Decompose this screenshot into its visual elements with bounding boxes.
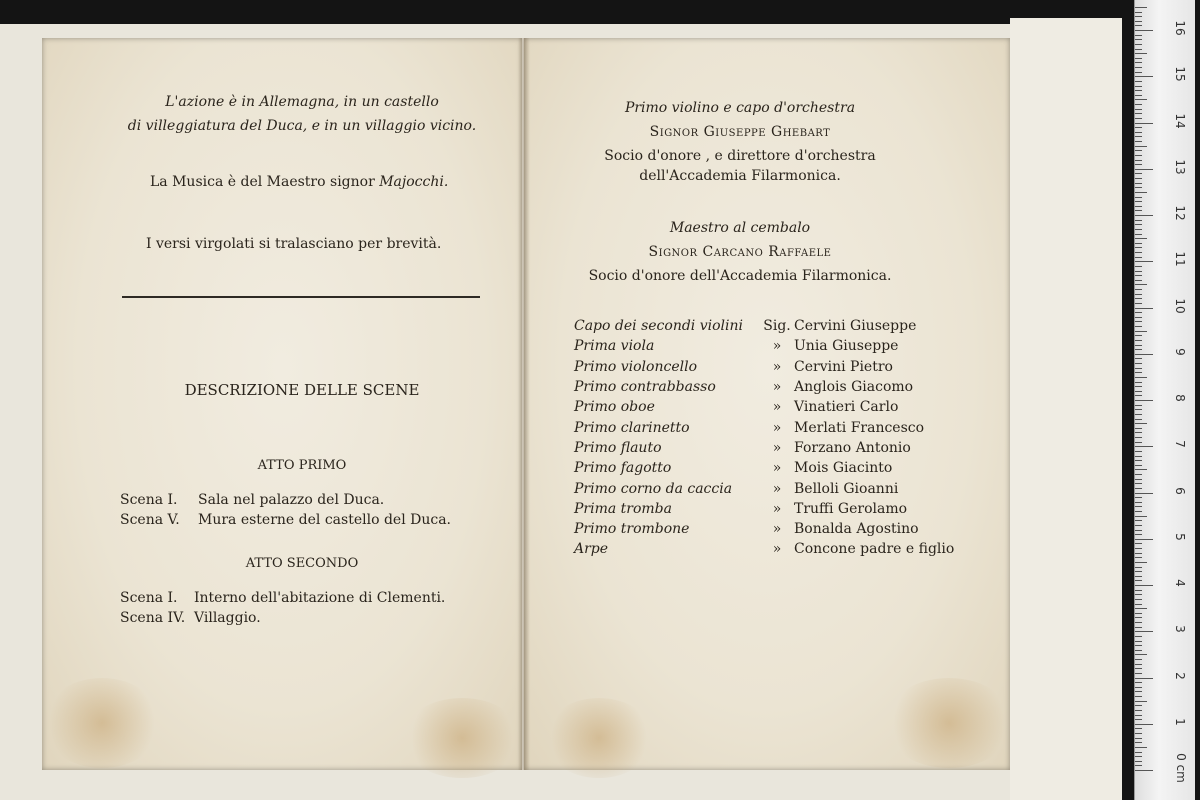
ruler-tick [1135, 414, 1142, 415]
ruler-tick [1135, 44, 1142, 45]
ruler-tick [1135, 668, 1142, 669]
ruler-tick [1135, 16, 1142, 17]
ruler-tick [1135, 35, 1142, 36]
left-page [42, 38, 522, 770]
honorific-mark: » [772, 480, 782, 497]
measuring-ruler [1134, 0, 1195, 800]
ruler-tick [1135, 72, 1142, 73]
instrument-role: Primo fagotto [574, 460, 672, 477]
ruler-tick [1135, 437, 1142, 438]
instrument-role: Primo oboe [574, 399, 655, 416]
ruler-number: 2 [1173, 671, 1187, 680]
ruler-tick [1135, 257, 1142, 258]
music-prefix: La Musica è del Maestro signor [150, 174, 380, 190]
ruler-tick [1135, 90, 1142, 91]
ruler-tick [1135, 183, 1142, 184]
ruler-tick [1135, 104, 1142, 105]
musician-name: Concone padre e figlio [794, 541, 955, 558]
ruler-tick [1135, 118, 1142, 119]
ruler-tick [1135, 474, 1142, 475]
ruler-tick [1135, 123, 1153, 124]
ruler-number: 6 [1173, 486, 1187, 495]
table-row [574, 539, 954, 559]
musician-name: Bonalda Agostino [794, 521, 919, 538]
ruler-tick [1135, 567, 1142, 568]
foxing-stain [884, 678, 1014, 768]
ruler-tick [1135, 146, 1147, 147]
ruler-tick [1135, 719, 1142, 720]
ruler-tick [1135, 599, 1142, 600]
ruler-tick [1135, 469, 1147, 470]
ruler-tick [1135, 576, 1142, 577]
ruler-tick [1135, 562, 1147, 563]
ruler-tick [1135, 308, 1153, 309]
ruler-tick [1135, 654, 1147, 655]
ruler-tick [1135, 664, 1142, 665]
ruler-tick [1135, 58, 1142, 59]
ruler-number: 5 [1173, 532, 1187, 541]
instrument-role: Prima viola [574, 338, 655, 355]
scene-description: Interno dell'abitazione di Clementi. [194, 590, 446, 606]
instrument-role: Prima tromba [574, 500, 672, 517]
ruler-tick [1135, 391, 1142, 392]
ruler-tick [1135, 770, 1153, 771]
ruler-tick [1135, 49, 1142, 50]
ruler-tick [1135, 340, 1142, 341]
setting-line-2: di villeggiatura del Duca, e in un villaggio vicino. [127, 118, 477, 134]
ruler-tick [1135, 479, 1142, 480]
book-gutter [518, 38, 530, 770]
ruler-tick [1135, 525, 1142, 526]
table-row [574, 438, 954, 458]
table-row [574, 357, 954, 377]
honorific-mark: » [772, 521, 782, 538]
ruler-tick [1135, 173, 1142, 174]
ruler-tick [1135, 25, 1142, 26]
ruler-tick [1135, 502, 1142, 503]
ruler-tick [1135, 377, 1147, 378]
ruler-tick [1135, 113, 1142, 114]
ruler-number: 0 cm [1174, 753, 1188, 783]
ruler-tick [1135, 733, 1142, 734]
ruler-tick [1135, 197, 1142, 198]
setting-line-1: L'azione è in Allemagna, in un castello [165, 94, 439, 110]
scenes-heading: DESCRIZIONE DELLE SCENE [184, 381, 420, 399]
first-violin-description: dell'Accademia Filarmonica. [639, 168, 841, 184]
ruler-tick [1135, 164, 1142, 165]
ruler-tick [1135, 400, 1153, 401]
table-row [574, 336, 954, 356]
first-violin-description: Socio d'onore , e direttore d'orchestra [604, 148, 876, 164]
scene-description: Mura esterne del castello del Duca. [198, 512, 452, 528]
ruler-tick [1135, 345, 1142, 346]
ruler-tick [1135, 548, 1142, 549]
table-row [574, 499, 954, 519]
ruler-tick [1135, 451, 1142, 452]
instrument-role: Primo contrabbasso [574, 379, 716, 396]
ruler-tick [1135, 76, 1153, 77]
ruler-tick [1135, 150, 1142, 151]
ruler-number: 9 [1173, 347, 1187, 356]
ruler-tick [1135, 747, 1147, 748]
ruler-tick [1135, 696, 1142, 697]
ruler-tick [1135, 617, 1142, 618]
ruler-number: 12 [1173, 205, 1187, 221]
foxing-stain [544, 698, 654, 778]
ruler-tick [1135, 215, 1153, 216]
cembalo-role: Maestro al cembalo [669, 220, 811, 236]
ruler-tick [1135, 141, 1142, 142]
honorific-mark: Sig. [763, 318, 791, 335]
ruler-tick [1135, 136, 1142, 137]
ruler-tick [1135, 687, 1142, 688]
ruler-tick [1135, 275, 1142, 276]
ruler-tick [1135, 243, 1142, 244]
ruler-tick [1135, 488, 1142, 489]
ruler-tick [1135, 280, 1142, 281]
ruler-tick [1135, 465, 1142, 466]
ruler-tick [1135, 99, 1147, 100]
ruler-tick [1135, 160, 1142, 161]
ruler-number: 13 [1173, 159, 1187, 175]
ruler-tick [1135, 238, 1147, 239]
ruler-tick [1135, 317, 1142, 318]
ruler-tick [1135, 682, 1142, 683]
ruler-tick [1135, 432, 1142, 433]
ruler-tick [1135, 210, 1142, 211]
ruler-tick [1135, 701, 1147, 702]
ruler-tick [1135, 261, 1153, 262]
ruler-tick [1135, 201, 1142, 202]
honorific-mark: » [772, 439, 782, 456]
table-row [574, 519, 954, 539]
table-row [574, 377, 954, 397]
ruler-tick [1135, 641, 1142, 642]
ruler-tick [1135, 326, 1142, 327]
ruler-tick [1135, 178, 1142, 179]
ruler-tick [1135, 169, 1153, 170]
musician-name: Mois Giacinto [794, 460, 893, 477]
foxing-stain [402, 698, 522, 778]
ruler-tick [1135, 756, 1142, 757]
ruler-tick [1135, 765, 1142, 766]
ruler-tick [1135, 382, 1142, 383]
ruler-tick [1135, 511, 1142, 512]
musician-name: Belloli Gioanni [794, 480, 899, 497]
ruler-tick [1135, 187, 1142, 188]
honorific-mark: » [772, 460, 782, 477]
ruler-tick [1135, 534, 1142, 535]
instrument-role: Arpe [574, 541, 609, 558]
honorific-mark: » [772, 379, 782, 396]
ruler-tick [1135, 585, 1153, 586]
ruler-tick [1135, 659, 1142, 660]
ruler-number: 11 [1173, 251, 1187, 267]
ruler-number: 1 [1173, 717, 1187, 726]
ruler-tick [1135, 7, 1147, 8]
ruler-tick [1135, 645, 1142, 646]
ruler-tick [1135, 363, 1142, 364]
ruler-tick [1135, 691, 1142, 692]
instrument-role: Primo clarinetto [574, 419, 690, 436]
musician-name: Anglois Giacomo [794, 379, 914, 396]
ruler-tick [1135, 539, 1153, 540]
ruler-tick [1135, 86, 1142, 87]
ruler-tick [1135, 752, 1142, 753]
ruler-tick [1135, 321, 1142, 322]
scene-label: Scena I. [120, 590, 178, 606]
ruler-tick [1135, 39, 1142, 40]
ruler-tick [1135, 673, 1142, 674]
ruler-tick [1135, 331, 1147, 332]
verses-note: I versi virgolati si tralasciano per brevità. [146, 236, 442, 252]
ruler-tick [1135, 446, 1153, 447]
ruler-tick [1135, 266, 1142, 267]
ruler-tick [1135, 636, 1142, 637]
ruler-number: 16 [1173, 20, 1187, 36]
scene-description: Villaggio. [194, 610, 261, 626]
ruler-tick [1135, 520, 1142, 521]
ruler-tick [1135, 289, 1142, 290]
ruler-tick [1135, 742, 1142, 743]
ruler-tick [1135, 368, 1142, 369]
ruler-tick [1135, 271, 1142, 272]
ruler-tick [1135, 761, 1142, 762]
ruler-tick [1135, 419, 1142, 420]
scene-label: Scena V. [120, 512, 180, 528]
scene-description: Sala nel palazzo del Duca. [198, 492, 385, 508]
foxing-stain [42, 678, 162, 768]
music-credit [150, 172, 448, 192]
ruler-tick [1135, 460, 1142, 461]
instrument-role: Primo violoncello [574, 358, 697, 375]
ruler-tick [1135, 294, 1142, 295]
ruler-tick [1135, 303, 1142, 304]
backdrop-paper-right [1010, 18, 1122, 800]
honorific-mark: » [772, 419, 782, 436]
table-row [574, 458, 954, 478]
ruler-tick [1135, 650, 1142, 651]
ruler-tick [1135, 604, 1142, 605]
ruler-tick [1135, 409, 1142, 410]
ruler-tick [1135, 678, 1153, 679]
ruler-tick [1135, 543, 1142, 544]
musician-name: Truffi Gerolamo [794, 500, 908, 517]
ruler-tick [1135, 590, 1142, 591]
first-violin-name: Signor Giuseppe Ghebart [649, 124, 831, 140]
instrument-role: Primo corno da caccia [574, 480, 733, 497]
ruler-tick [1135, 705, 1142, 706]
ruler-tick [1135, 553, 1142, 554]
honorific-mark: » [772, 500, 782, 517]
ruler-tick [1135, 234, 1142, 235]
ruler-tick [1135, 67, 1142, 68]
ruler-tick [1135, 456, 1142, 457]
ruler-tick [1135, 580, 1142, 581]
musician-name: Cervini Pietro [794, 358, 893, 375]
ruler-tick [1135, 53, 1147, 54]
ruler-tick [1135, 372, 1142, 373]
ruler-tick [1135, 349, 1142, 350]
ruler-tick [1135, 506, 1142, 507]
ruler-tick [1135, 442, 1142, 443]
ruler-tick [1135, 395, 1142, 396]
ruler-number: 10 [1173, 297, 1187, 314]
ruler-tick [1135, 192, 1147, 193]
ruler-tick [1135, 715, 1142, 716]
ruler-tick [1135, 622, 1142, 623]
ruler-tick [1135, 724, 1153, 725]
ruler-tick [1135, 81, 1142, 82]
ruler-tick [1135, 224, 1142, 225]
ruler-tick [1135, 358, 1142, 359]
musician-name: Unia Giuseppe [794, 338, 899, 355]
ruler-tick [1135, 127, 1142, 128]
instrument-role: Primo flauto [574, 439, 662, 456]
composer-name: Majocchi. [379, 174, 449, 190]
ruler-number: 15 [1173, 66, 1187, 82]
act-title: ATTO PRIMO [257, 458, 347, 473]
cembalo-description: Socio d'onore dell'Accademia Filarmonica. [588, 268, 892, 284]
ruler-tick [1135, 710, 1142, 711]
scene-label: Scena I. [120, 492, 178, 508]
ruler-tick [1135, 608, 1147, 609]
section-divider [122, 296, 480, 298]
ruler-number: 8 [1173, 394, 1187, 402]
ruler-tick [1135, 62, 1142, 63]
ruler-tick [1135, 335, 1142, 336]
ruler-tick [1135, 354, 1153, 355]
musician-name: Cervini Giuseppe [794, 318, 917, 335]
ruler-tick [1135, 298, 1142, 299]
table-row [574, 478, 954, 498]
ruler-tick [1135, 284, 1147, 285]
ruler-tick [1135, 613, 1142, 614]
table-row [574, 417, 954, 437]
table-row [574, 316, 954, 336]
ruler-number: 14 [1173, 112, 1187, 129]
ruler-tick [1135, 428, 1142, 429]
ruler-tick [1135, 386, 1142, 387]
ruler-tick [1135, 247, 1142, 248]
ruler-tick [1135, 627, 1142, 628]
ruler-tick [1135, 728, 1142, 729]
ruler-tick [1135, 516, 1147, 517]
instrument-role: Primo trombone [574, 521, 690, 538]
honorific-mark: » [772, 338, 782, 355]
ruler-tick [1135, 252, 1142, 253]
ruler-tick [1135, 21, 1142, 22]
ruler-tick [1135, 109, 1142, 110]
ruler-tick [1135, 220, 1142, 221]
act-title: ATTO SECONDO [245, 556, 359, 571]
musician-name: Forzano Antonio [794, 439, 911, 456]
first-violin-role: Primo violino e capo d'orchestra [624, 100, 856, 116]
ruler-tick [1135, 12, 1142, 13]
ruler-tick [1135, 312, 1142, 313]
ruler-tick [1135, 738, 1142, 739]
ruler-tick [1135, 132, 1142, 133]
honorific-mark: » [772, 541, 782, 558]
ruler-tick [1135, 423, 1147, 424]
ruler-tick [1135, 483, 1142, 484]
ruler-tick [1135, 557, 1142, 558]
ruler-number: 3 [1173, 625, 1187, 634]
table-row [574, 397, 954, 417]
ruler-tick [1135, 30, 1153, 31]
ruler-tick [1135, 155, 1142, 156]
ruler-tick [1135, 95, 1142, 96]
scene-label: Scena IV. [120, 610, 186, 626]
ruler-number: 7 [1173, 440, 1187, 449]
honorific-mark: » [772, 358, 782, 375]
ruler-tick [1135, 206, 1142, 207]
ruler-tick [1135, 229, 1142, 230]
musician-name: Vinatieri Carlo [794, 399, 899, 416]
orchestra-table [574, 316, 954, 560]
ruler-tick [1135, 497, 1142, 498]
cembalo-name: Signor Carcano Raffaele [648, 244, 832, 260]
ruler-number: 4 [1173, 579, 1187, 587]
ruler-tick [1135, 571, 1142, 572]
musician-name: Merlati Francesco [794, 419, 925, 436]
ruler-tick [1135, 631, 1153, 632]
ruler-tick [1135, 594, 1142, 595]
ruler-tick [1135, 493, 1153, 494]
ruler-tick [1135, 530, 1142, 531]
ruler-tick [1135, 405, 1142, 406]
instrument-role: Capo dei secondi violini [574, 318, 743, 335]
honorific-mark: » [772, 399, 782, 416]
